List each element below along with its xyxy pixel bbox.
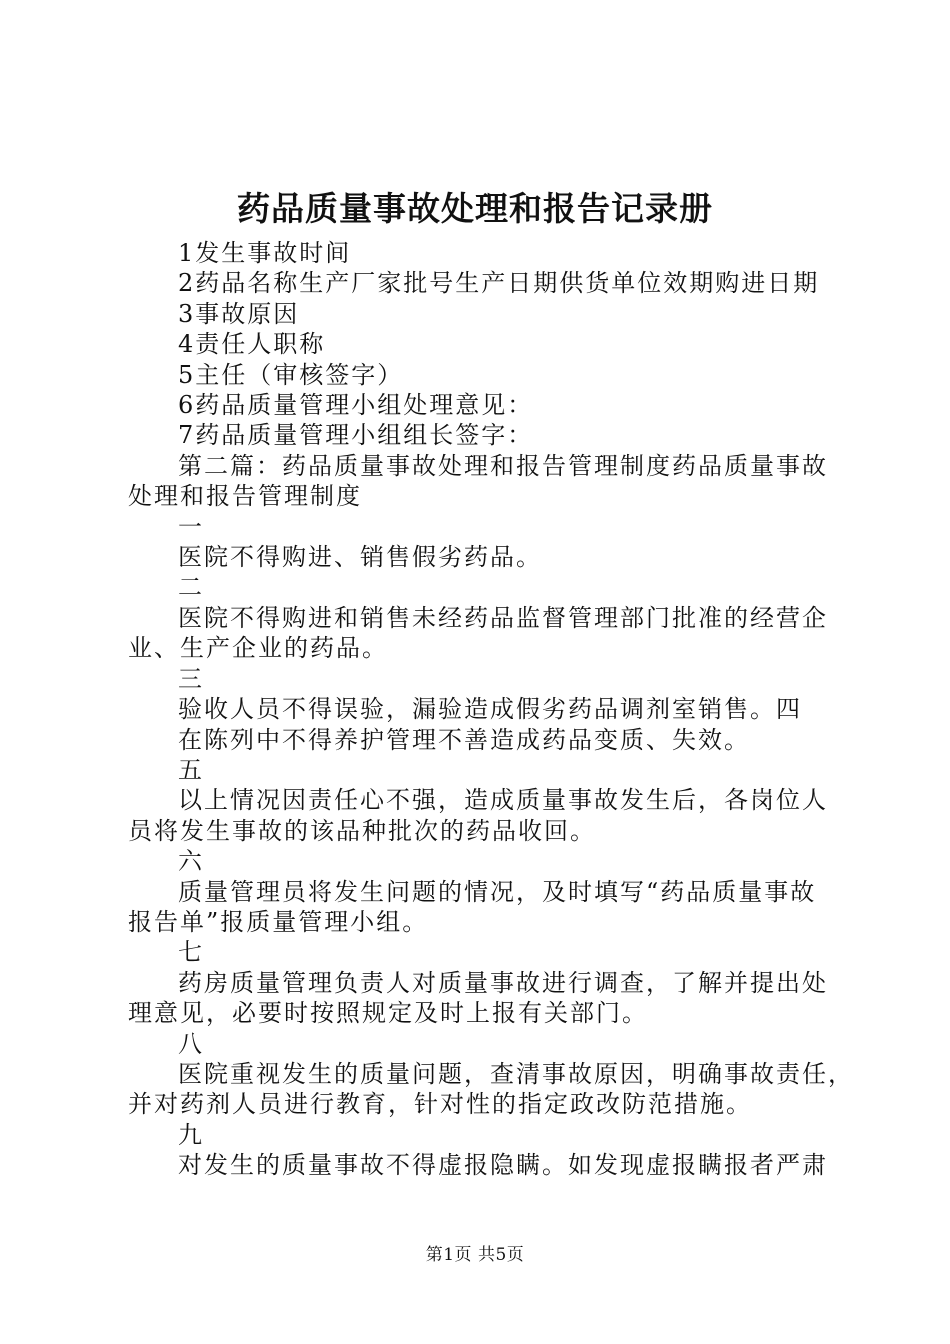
body-line: 6药品质量管理小组处理意见： — [178, 391, 534, 420]
body-line: 九 — [178, 1120, 204, 1149]
body-line: 对发生的质量事故不得虚报隐瞒。如发现虚报瞒报者严肃 — [178, 1151, 828, 1180]
body-line: 以上情况因责任心不强，造成质量事故发生后，各岗位人 — [178, 786, 828, 815]
body-line: 2药品名称生产厂家批号生产日期供货单位效期购进日期 — [178, 269, 820, 298]
body-line: 1发生事故时间 — [178, 239, 352, 267]
body-line: 处理和报告管理制度 — [128, 482, 362, 511]
body-line: 八 — [178, 1029, 204, 1058]
body-line: 医院不得购进、销售假劣药品。 — [178, 543, 542, 572]
body-line: 第二篇：药品质量事故处理和报告管理制度药品质量事故 — [178, 451, 828, 480]
body-line: 员将发生事故的该品种批次的药品收回。 — [128, 816, 596, 845]
body-line: 3事故原因 — [178, 299, 300, 328]
body-line: 医院不得购进和销售未经药品监督管理部门批准的经营企 — [178, 603, 828, 632]
body-line: 4责任人职称 — [178, 330, 326, 359]
document-body — [128, 238, 854, 1181]
body-line: 理意见，必要时按照规定及时上报有关部门。 — [128, 999, 648, 1028]
body-line: 一 — [178, 512, 204, 541]
body-line: 5主任（审核签字） — [178, 360, 404, 389]
body-line: 药房质量管理负责人对质量事故进行调查，了解并提出处 — [178, 968, 828, 997]
body-line: 7药品质量管理小组组长签字： — [178, 421, 534, 450]
body-line: 五 — [178, 755, 204, 784]
body-line: 七 — [178, 938, 204, 967]
page-footer: 第1页 共5页 — [425, 1245, 525, 1265]
body-line: 三 — [178, 664, 204, 693]
body-line: 六 — [178, 847, 204, 876]
body-line: 业、生产企业的药品。 — [128, 634, 388, 663]
body-line: 二 — [178, 573, 204, 602]
body-line: 验收人员不得误验，漏验造成假劣药品调剂室销售。四 — [178, 695, 802, 724]
body-line: 质量管理员将发生问题的情况，及时填写“药品质量事故 — [178, 877, 817, 906]
body-line: 并对药剂人员进行教育，针对性的指定政改防范措施。 — [128, 1090, 752, 1119]
body-line: 报告单”报质量管理小组。 — [128, 907, 429, 936]
body-line: 在陈列中不得养护管理不善造成药品变质、失效。 — [178, 725, 750, 754]
document-title: 药品质量事故处理和报告记录册 — [237, 189, 713, 228]
body-line: 医院重视发生的质量问题，查清事故原因，明确事故责任， — [178, 1059, 854, 1088]
